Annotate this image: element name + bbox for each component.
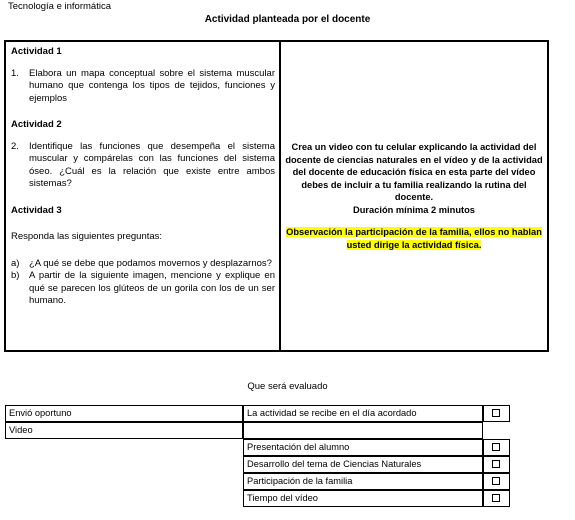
evaluation-table [5,405,510,507]
activity-1-title: Actividad 1 [11,46,62,57]
checkbox-cell [483,405,510,422]
checkbox[interactable] [492,409,500,417]
checkbox-cell [483,473,510,490]
activities-column [6,42,281,350]
item-text: Elabora un mapa conceptual sobre el sistema muscular humano que contenga los tipos de tejidos, funciones y ejemplos [29,67,275,104]
checkbox[interactable] [492,443,500,451]
video-duration: Duración mínima 2 minutos [353,204,475,215]
criterion-envio: Envió oportuno [5,405,243,422]
evaluation-title: Que será evaluado [247,381,328,392]
activity-2-title: Actividad 2 [11,119,62,130]
video-column [281,42,547,350]
indicator-empty [243,422,483,439]
checkbox-cell [483,439,510,456]
question-b [11,270,275,308]
item-number: 2. [11,140,19,152]
indicator-row: Desarrollo del tema de Ciencias Naturales [243,456,483,473]
activity-2-item [11,141,275,191]
activity-table [4,40,549,352]
item-number: b) [11,270,20,281]
item-text: Identifique las funciones que desempeña el sistema muscular y compárelas con las funciones del sistema óseo. ¿Cuál es la relación que existe entre ambos sistemas? [29,140,275,189]
subject-label: Tecnología e informática [8,1,111,12]
item-number: a) [11,257,20,269]
criterion-video: Video [5,422,243,439]
item-text: A partir de la siguiente imagen, mencione y explique en qué se parecen los glúteos de un gorila con los de un ser humano. [29,270,275,306]
indicator-row: La actividad se recibe en el día acordado [243,405,483,422]
question-a [11,258,275,271]
activity-3-intro: Responda las siguientes preguntas: [11,231,163,242]
checkbox-cell [483,456,510,473]
item-number: 1. [11,67,19,79]
page-title: Actividad planteada por el docente [204,14,371,25]
indicator-row: Participación de la familia [243,473,483,490]
observation-highlight: Observación la participación de la familia, ellos no hablan usted dirige la actividad física. [286,227,542,250]
checkbox-cell [483,490,510,507]
indicator-row: Tiempo del vídeo [243,490,483,507]
item-text: ¿A qué se debe que podamos movernos y desplazarnos? [29,257,272,269]
checkbox[interactable] [492,494,500,502]
indicator-row: Presentación del alumno [243,439,483,456]
checkbox[interactable] [492,477,500,485]
activity-3-title: Actividad 3 [11,204,62,216]
video-description: Crea un video con tu celular explicando la actividad del docente de ciencias naturales en el vídeo y de la actividad del docente de educación física en esta parte del vídeo debes de incluir a tu familia realizando la rutina del docente. [285,142,543,202]
checkbox[interactable] [492,460,500,468]
activity-1-item [11,68,275,106]
